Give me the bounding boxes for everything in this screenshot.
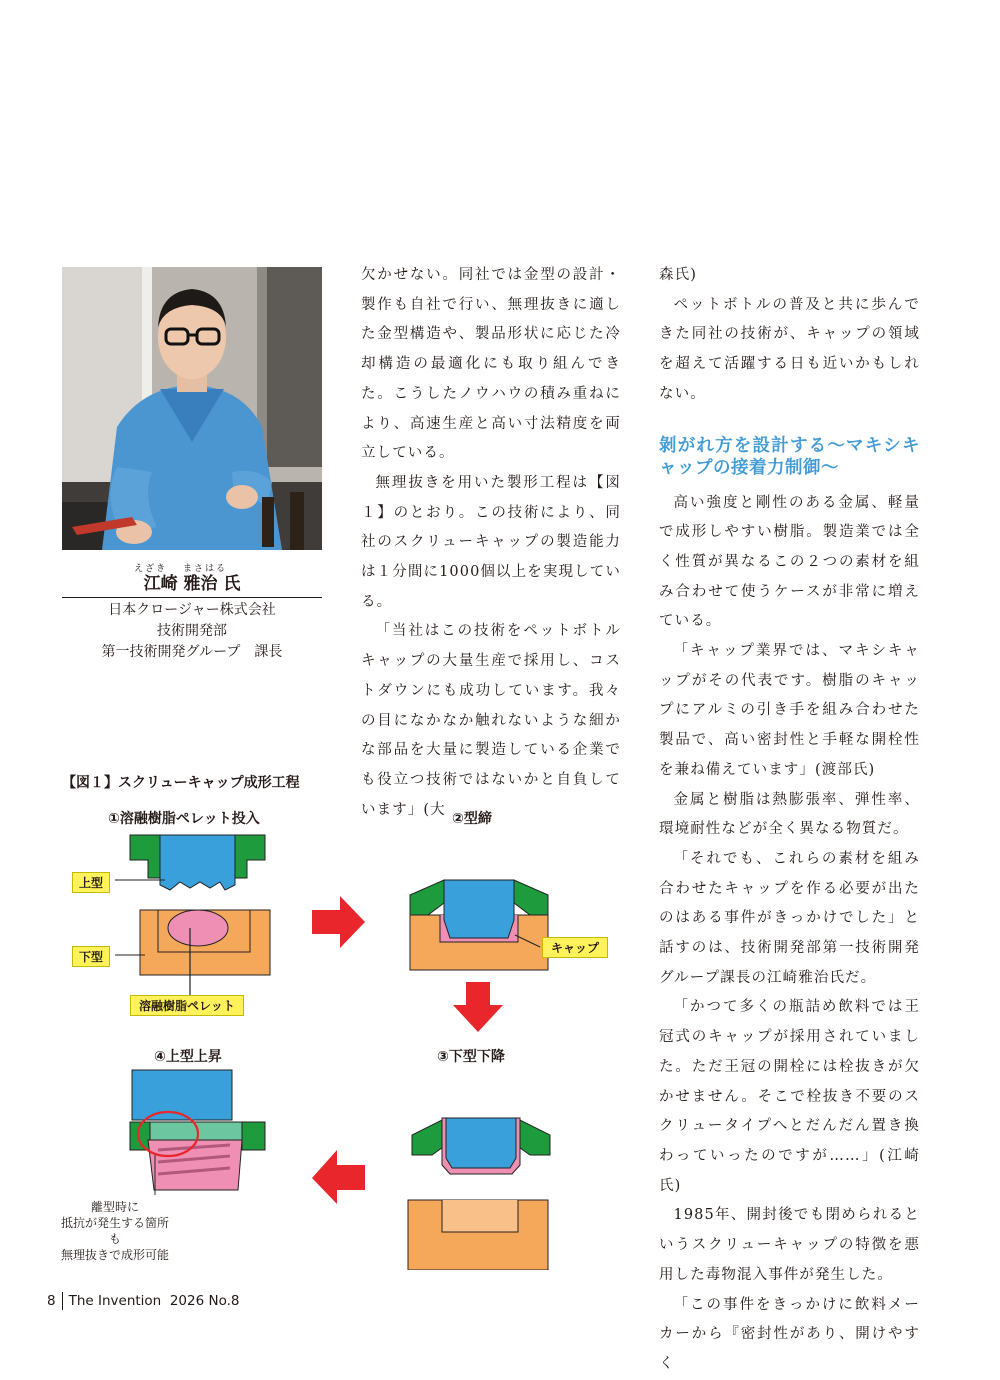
- paragraph: 高い強度と剛性のある金属、軽量で成形しやすい樹脂。製造業では全く性質が異なるこの２つの素材を組み合わせて使うケースが非常に増えている。: [659, 494, 920, 630]
- body-column-1: [361, 261, 621, 825]
- note-line: 抵抗が発生する箇所も: [60, 1216, 169, 1246]
- paragraph: 「この事件をきっかけに飲料メーカーから『密封性があり、開けやすく: [659, 1296, 920, 1372]
- paragraph: 「それでも、これらの素材を組み合わせたキャップを作る必要が出たのはある事件がきっかけでした」と話すのは、技術開発部第一技術開発グループ課長の江崎雅治氏だ。: [659, 850, 920, 986]
- paragraph: 無理抜きを用いた製形工程は【図１】のとおり。この技術により、同社のスクリューキャップの製造能力は１分間に1000個以上を実現している。: [361, 474, 621, 610]
- step2-illustration: [410, 880, 548, 970]
- label-lower-mold: 下型: [72, 946, 110, 967]
- ruby-surname: えざき: [134, 564, 168, 574]
- name-ruby: [62, 564, 322, 574]
- figure-note: [60, 1199, 170, 1263]
- step4-label: ④上型上昇: [154, 1049, 222, 1065]
- affiliation-company: 日本クロージャー株式会社: [108, 602, 276, 618]
- portrait-photo: [62, 267, 322, 550]
- affiliation-department: 技術開発部: [157, 623, 227, 639]
- step3-label: ③下型下降: [437, 1049, 505, 1065]
- issue-number: 2026 No.8: [169, 1293, 240, 1309]
- affiliation-title: 第一技術開発グループ 課長: [101, 644, 283, 660]
- step4-illustration: [130, 1070, 265, 1195]
- paragraph: 1985年、開封後でも閉められるというスクリューキャップの特徴を悪用した毒物混入事件が発生した。: [659, 1207, 920, 1283]
- person-name: 江崎 雅治 氏: [62, 574, 322, 598]
- paragraph: 金属と樹脂は熱膨張率、弾性率、環境耐性などが全く異なる物質だ。: [659, 791, 920, 838]
- profile-caption: [62, 564, 322, 663]
- page-number: 8: [47, 1293, 56, 1309]
- label-upper-mold: 上型: [72, 872, 110, 893]
- figure-title: 【図１】スクリューキャップ成形工程: [62, 775, 300, 791]
- arrow-right-icon: [312, 896, 365, 948]
- page-footer: [47, 1292, 240, 1310]
- paragraph: 「かつて多くの瓶詰め飲料では王冠式のキャップが採用されていました。ただ王冠の開栓には栓抜きが欠かせません。そこで栓抜き不要のスクリュータイプへとだんだん置き換わっていったのですが……」(江崎氏): [659, 999, 920, 1194]
- paragraph: 「当社はこの技術をペットボトルキャップの大量生産で採用し、コストダウンにも成功しています。我々の目になかなか触れないような細かな部品を大量に製造している企業でも役立つ技術ではないかと自負しています」(大: [361, 623, 621, 818]
- label-pellet: 溶融樹脂ペレット: [130, 995, 244, 1016]
- body-column-2: [659, 261, 920, 1380]
- step1-label: ①溶融樹脂ペレット投入: [108, 811, 260, 827]
- paragraph: 欠かせない。同社では金型の設計・製作も自社で行い、無理抜きに適した金型構造や、製品形状に応じた冷却構造の最適化にも取り組んできた。こうしたノウハウの積み重ねにより、高速生産と高い寸法精度を両立している。: [361, 267, 621, 462]
- label-cap: キャップ: [542, 937, 608, 958]
- arrow-down-icon: [453, 982, 503, 1032]
- step3-illustration: [408, 1118, 550, 1270]
- ruby-given: まさはる: [182, 564, 227, 574]
- paragraph: 「キャップ業界では、マキシキャップがその代表です。樹脂のキャップにアルミの引き手を組み合わせた製品で、高い密封性と手軽な開栓性を兼ね備えています」(渡部氏): [659, 643, 920, 778]
- section-heading: 剝がれ方を設計する〜マキシキャップの接着力制御〜: [659, 435, 920, 478]
- paragraph: 森氏): [659, 267, 697, 283]
- note-line: 無理抜きで成形可能: [60, 1248, 169, 1262]
- magazine-name: The Invention: [68, 1293, 162, 1309]
- footer-divider: [62, 1292, 63, 1310]
- note-line: 離型時に: [90, 1200, 139, 1214]
- arrow-left-icon: [312, 1150, 365, 1204]
- step2-label: ②型締: [452, 811, 492, 827]
- step1-illustration: [115, 835, 270, 1000]
- paragraph: ペットボトルの普及と共に歩んできた同社の技術が、キャップの領域を超えて活躍する日も近いかもしれない。: [659, 296, 920, 402]
